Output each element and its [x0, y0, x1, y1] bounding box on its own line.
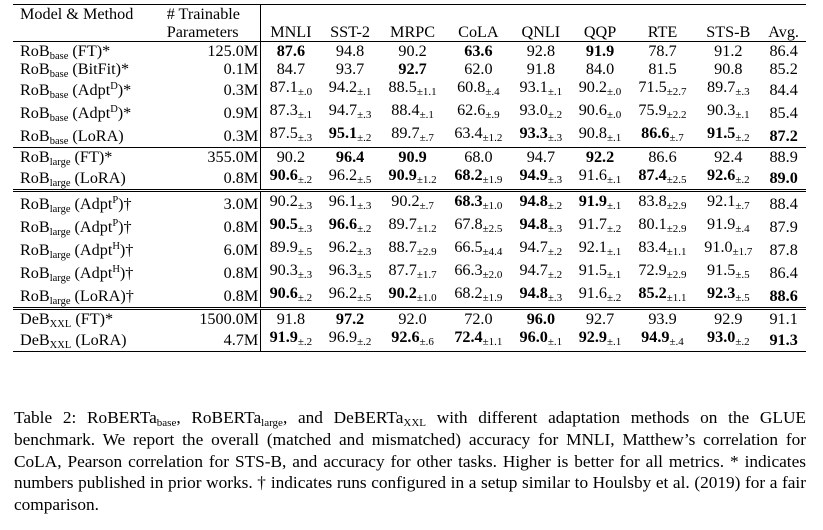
score-cell: 96.9±.2 — [321, 328, 380, 352]
score-cell: 87.6 — [276, 42, 306, 60]
method-cell: RoB$_{large}$ (LoRA) — [20, 168, 126, 189]
method-cell: RoB$_{base}$ (BitFit)* — [20, 60, 130, 80]
score-cell: 90.6±.2 — [269, 166, 313, 186]
score-cell: 87.5±.3 — [269, 124, 313, 144]
score-cell: 91.6±.2 — [578, 284, 622, 304]
score-cell: 92.6±.2 — [707, 166, 750, 186]
score-cell: 87.7±1.7 — [388, 261, 437, 281]
score-cell: 63.6 — [464, 42, 493, 60]
score-cell: 63.4±1.2 — [454, 124, 503, 144]
score-cell: 96.3±.5 — [328, 261, 372, 281]
score-cell: 90.3±.3 — [269, 261, 313, 281]
score-cell: 66.3±2.0 — [454, 261, 503, 281]
score-cell: 90.2 — [398, 42, 427, 60]
table-row — [13, 191, 806, 216]
params-cell: 0.8M — [164, 166, 261, 191]
params-cell: 0.3M — [164, 78, 261, 101]
score-cell: 94.2±.1 — [328, 78, 372, 98]
score-cell: 91.5±.2 — [707, 124, 750, 144]
score-cell: 90.5±.3 — [269, 215, 313, 235]
score-cell: 75.9±2.2 — [638, 101, 687, 121]
score-cell: 87.3±.1 — [269, 101, 313, 121]
score-cell: 93.9 — [630, 309, 696, 329]
score-cell: 94.8±.3 — [519, 215, 563, 235]
table-row — [13, 60, 806, 78]
score-cell: 68.2±1.9 — [454, 166, 503, 186]
column-header: CoLA — [445, 23, 511, 42]
score-cell: 92.7 — [570, 309, 629, 329]
params-cell: 125.0M — [164, 42, 261, 61]
results-table — [13, 4, 806, 352]
score-cell: 92.3±.5 — [707, 284, 750, 304]
table-row — [13, 124, 806, 148]
score-cell: 92.0 — [380, 309, 446, 329]
score-cell: 83.8±2.9 — [630, 191, 696, 216]
score-cell: 94.8 — [335, 42, 365, 60]
score-cell: 92.6±.6 — [380, 328, 446, 352]
score-cell: 91.1 — [761, 309, 806, 329]
table-row — [13, 261, 806, 284]
score-cell: 92.9 — [695, 309, 761, 329]
score-cell: 94.7±.2 — [519, 261, 563, 281]
score-cell: 91.8 — [261, 309, 321, 329]
caption-text: with different adaptation methods on the GLUE benchmark. We report the overall (matched and mismatched) accuracy for MNLI, Matthew’s correlation for CoLA, Pearson correlation for STS-B, and accuracy for other tasks. Higher is better for all metrics. * indicates numbers published in prior works. † indicates runs configured in a setup similar to Houlsby et al. (2019) for a fair comparison. — [14, 408, 806, 515]
score-cell: 93.7 — [335, 60, 365, 78]
score-cell: 94.7±.2 — [519, 238, 563, 258]
score-cell: 92.1±.1 — [578, 238, 622, 258]
score-cell: 94.8±.2 — [511, 191, 570, 216]
table-row — [13, 284, 806, 309]
params-cell: 1500.0M — [164, 309, 261, 329]
table-row — [13, 42, 806, 61]
score-cell: 92.8 — [526, 42, 556, 60]
score-cell: 84.4 — [769, 80, 798, 99]
method-cell: RoB$_{large}$ (Adpt$^P$)† — [13, 191, 164, 216]
score-cell: 86.6 — [630, 148, 696, 167]
params-cell: 0.8M — [164, 284, 261, 309]
column-header: MNLI — [261, 23, 321, 42]
score-cell: 96.0 — [511, 309, 570, 329]
score-cell: 60.8±.4 — [457, 78, 500, 98]
params-cell: 0.1M — [164, 60, 261, 78]
score-cell: 89.0 — [769, 168, 798, 187]
params-cell: 355.0M — [164, 148, 261, 167]
column-header: Avg. — [761, 23, 806, 42]
header-row — [13, 5, 806, 24]
score-cell: 92.9±.1 — [570, 328, 629, 352]
score-cell: 87.1±.0 — [269, 78, 313, 98]
score-cell: 86.4 — [769, 263, 798, 282]
score-cell: 89.9±.5 — [269, 238, 313, 258]
method-cell: RoB$_{large}$ (Adpt$^H$)† — [20, 240, 134, 261]
score-cell: 72.0 — [445, 309, 511, 329]
method-cell: RoB$_{base}$ (FT)* — [20, 42, 111, 62]
score-cell: 93.0±.2 — [695, 328, 761, 352]
column-header: RTE — [630, 23, 696, 42]
score-cell: 87.9 — [769, 217, 798, 236]
score-cell: 93.1±.1 — [519, 78, 563, 98]
score-cell: 96.2±.3 — [328, 238, 372, 258]
score-cell: 90.9±1.2 — [388, 166, 437, 186]
method-cell: RoB$_{large}$ (Adpt$^P$)† — [20, 217, 132, 238]
column-header: MRPC — [380, 23, 446, 42]
score-cell: 90.2±.0 — [578, 78, 622, 98]
table-row — [13, 166, 806, 191]
score-cell: 88.7±2.9 — [388, 238, 437, 258]
score-cell: 88.4±.1 — [391, 101, 434, 121]
header-row-columns — [13, 23, 806, 42]
score-cell: 84.7 — [276, 60, 306, 78]
score-cell: 91.9 — [585, 42, 615, 60]
score-cell: 62.0 — [464, 60, 493, 78]
score-cell: 94.9±.4 — [630, 328, 696, 352]
score-cell: 91.9±.2 — [261, 328, 321, 352]
score-cell: 91.8 — [526, 60, 556, 78]
score-cell: 97.2 — [321, 309, 380, 329]
score-cell: 68.3±1.0 — [445, 191, 511, 216]
table-row — [13, 215, 806, 238]
table-row — [13, 78, 806, 101]
score-cell: 78.7 — [648, 42, 677, 60]
score-cell: 95.1±.2 — [328, 124, 372, 144]
table-body — [13, 42, 806, 352]
score-cell: 96.1±.3 — [321, 191, 380, 216]
score-cell: 88.4 — [761, 191, 806, 216]
header-params-line2: Parameters — [164, 23, 261, 42]
score-cell: 94.9±.3 — [519, 166, 563, 186]
score-cell: 86.6±.7 — [641, 124, 684, 144]
table-caption: Table 2: RoBERTa$_{base}$, RoBERTa$_{large}$, and DeBERTa$_{XXL}$ with different adaptation methods on the GLUE benchmark. We report the overall (matched and mismatched) accuracy for MNLI, Matthew’s correlation for CoLA, Pearson correlation for STS-B, and accuracy for other tasks. Higher is better for all metrics. * indicates numbers published in prior works. † indicates runs configured in a setup similar to Houlsby et al. (2019) for a fair comparison. — [14, 408, 806, 515]
score-cell: 94.8±.3 — [519, 284, 563, 304]
params-cell: 4.7M — [164, 328, 261, 352]
method-cell: RoB$_{base}$ (LoRA) — [20, 126, 124, 147]
header-params-line1: # Trainable — [164, 5, 261, 24]
method-cell: DeB$_{XXL}$ (LoRA) — [13, 328, 164, 352]
column-header: QNLI — [511, 23, 570, 42]
score-cell: 85.4 — [769, 103, 798, 122]
score-cell: 90.9 — [380, 148, 446, 167]
score-cell: 89.7±.3 — [707, 78, 750, 98]
score-cell: 91.7±.2 — [578, 215, 622, 235]
score-cell: 96.2±.5 — [328, 284, 372, 304]
score-cell: 90.8±.1 — [578, 124, 622, 144]
score-cell: 91.9±.4 — [707, 215, 750, 235]
params-cell: 3.0M — [164, 191, 261, 216]
score-cell: 90.8 — [714, 60, 743, 78]
score-cell: 96.2±.5 — [328, 166, 372, 186]
table-row — [13, 309, 806, 329]
caption-label: Table 2: — [14, 408, 77, 427]
score-cell: 90.2±.3 — [261, 191, 321, 216]
column-header: QQP — [570, 23, 629, 42]
score-cell: 94.7 — [511, 148, 570, 167]
score-cell: 88.5±1.1 — [388, 78, 437, 98]
score-cell: 66.5±4.4 — [454, 238, 503, 258]
score-cell: 71.5±2.7 — [638, 78, 687, 98]
score-cell: 91.5±.1 — [578, 261, 622, 281]
column-header: SST-2 — [321, 23, 380, 42]
params-cell: 0.9M — [164, 101, 261, 124]
score-cell: 96.4 — [321, 148, 380, 167]
score-cell: 85.2 — [769, 60, 798, 78]
score-cell: 89.7±.7 — [391, 124, 434, 144]
method-cell: RoB$_{base}$ (Adpt$^D$)* — [20, 103, 132, 124]
score-cell: 81.5 — [648, 60, 677, 78]
params-cell: 0.8M — [164, 261, 261, 284]
score-cell: 89.7±1.2 — [388, 215, 437, 235]
score-cell: 93.0±.2 — [519, 101, 563, 121]
score-cell: 87.2 — [769, 126, 798, 145]
score-cell: 92.4 — [695, 148, 761, 167]
score-cell: 90.2±.7 — [380, 191, 446, 216]
score-cell: 90.3±.1 — [707, 101, 750, 121]
header-model-method: Model & Method — [13, 5, 164, 24]
score-cell: 67.8±2.5 — [454, 215, 503, 235]
score-cell: 90.6±.2 — [269, 284, 313, 304]
score-cell: 91.6±.1 — [578, 166, 622, 186]
table-row — [13, 148, 806, 167]
score-cell: 93.3±.3 — [519, 124, 563, 144]
score-cell: 91.5±.5 — [707, 261, 750, 281]
table-row — [13, 328, 806, 352]
score-cell: 68.2±1.9 — [454, 284, 503, 304]
score-cell: 92.1±.7 — [695, 191, 761, 216]
params-cell: 0.8M — [164, 215, 261, 238]
score-cell: 83.4±1.1 — [638, 238, 687, 258]
column-header: STS-B — [695, 23, 761, 42]
score-cell: 80.1±2.9 — [638, 215, 687, 235]
table-row — [13, 101, 806, 124]
score-cell: 92.2 — [570, 148, 629, 167]
score-cell: 72.4±1.1 — [445, 328, 511, 352]
score-cell: 96.6±.2 — [328, 215, 372, 235]
score-cell: 87.4±2.5 — [638, 166, 687, 186]
params-cell: 0.3M — [164, 124, 261, 148]
score-cell: 62.6±.9 — [457, 101, 500, 121]
score-cell: 91.3 — [761, 328, 806, 352]
score-cell: 88.9 — [761, 148, 806, 167]
method-cell: DeB$_{XXL}$ (FT)* — [13, 309, 164, 329]
params-cell: 6.0M — [164, 238, 261, 261]
score-cell: 72.9±2.9 — [638, 261, 687, 281]
method-cell: RoB$_{large}$ (FT)* — [13, 148, 164, 167]
score-cell: 87.8 — [769, 240, 798, 259]
score-cell: 68.0 — [445, 148, 511, 167]
score-cell: 91.9±.1 — [570, 191, 629, 216]
method-cell: RoB$_{large}$ (LoRA)† — [20, 286, 134, 307]
score-cell: 92.7 — [398, 60, 427, 78]
method-cell: RoB$_{large}$ (Adpt$^H$)† — [20, 263, 134, 284]
table-row — [13, 238, 806, 261]
score-cell: 90.6±.0 — [578, 101, 622, 121]
score-cell: 94.7±.3 — [328, 101, 372, 121]
score-cell: 91.0±1.7 — [704, 238, 753, 258]
score-cell: 96.0±.1 — [511, 328, 570, 352]
score-cell: 84.0 — [585, 60, 615, 78]
method-cell: RoB$_{base}$ (Adpt$^D$)* — [20, 80, 132, 101]
score-cell: 90.2 — [261, 148, 321, 167]
score-cell: 91.2 — [714, 42, 743, 60]
score-cell: 86.4 — [769, 42, 798, 60]
score-cell: 85.2±1.1 — [638, 284, 687, 304]
score-cell: 90.2±1.0 — [388, 284, 437, 304]
score-cell: 88.6 — [769, 286, 798, 305]
